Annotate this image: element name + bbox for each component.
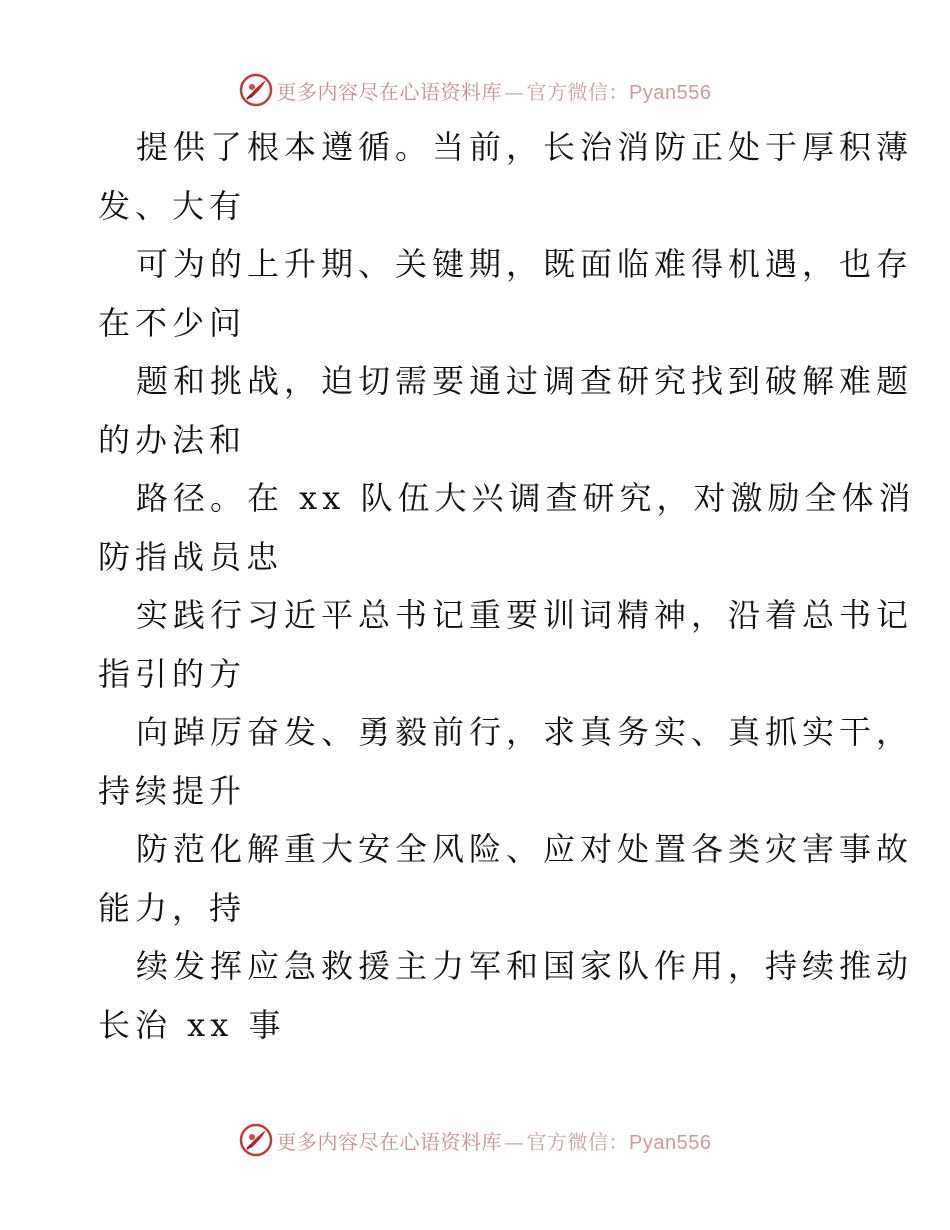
watermark-main: 更多内容尽在心语资料库 xyxy=(276,1129,503,1154)
text-line: 实践行习近平总书记重要训词精神，沿着总书记 xyxy=(136,596,914,634)
header-watermark xyxy=(0,70,950,110)
text-line: 在不少问 xyxy=(98,303,247,342)
text-line: 提供了根本遵循。当前，长治消防正处于厚积薄 xyxy=(136,128,914,166)
watermark-main: 更多内容尽在心语资料库 xyxy=(276,79,503,104)
watermark-separator: — xyxy=(504,79,525,104)
watermark-text xyxy=(277,1126,712,1155)
text-line: 可为的上升期、关键期，既面临难得机遇，也存 xyxy=(136,245,914,283)
text-line: 防范化解重大安全风险、应对处置各类灾害事故 xyxy=(136,830,914,868)
text-line: 发、大有 xyxy=(98,186,247,225)
quill-seal-logo-icon xyxy=(239,1123,273,1157)
text-line: 题和挑战，迫切需要通过调查研究找到破解难题 xyxy=(136,362,914,400)
watermark-separator: — xyxy=(504,1129,525,1154)
text-line: 长治 xx 事 xyxy=(98,1005,286,1044)
watermark-text xyxy=(277,76,712,105)
text-line: 向踔厉奋发、勇毅前行，求真务实、真抓实干， xyxy=(136,713,914,751)
footer-watermark xyxy=(0,1120,950,1160)
text-line: 指引的方 xyxy=(98,654,247,693)
document-body xyxy=(98,118,916,1054)
text-line: 持续提升 xyxy=(98,771,247,810)
text-line: 防指战员忠 xyxy=(98,537,284,576)
watermark-label: 官方微信： xyxy=(526,1129,630,1154)
text-line: 续发挥应急救援主力军和国家队作用，持续推动 xyxy=(136,947,914,985)
watermark-account: Pyan556 xyxy=(629,1131,712,1154)
quill-seal-logo-icon xyxy=(239,73,273,107)
watermark-label: 官方微信： xyxy=(526,79,630,104)
watermark-account: Pyan556 xyxy=(629,81,712,104)
text-line: 能力，持 xyxy=(98,888,247,927)
text-line: 路径。在 xx 队伍大兴调查研究，对激励全体消 xyxy=(136,479,916,517)
text-line: 的办法和 xyxy=(98,420,247,459)
